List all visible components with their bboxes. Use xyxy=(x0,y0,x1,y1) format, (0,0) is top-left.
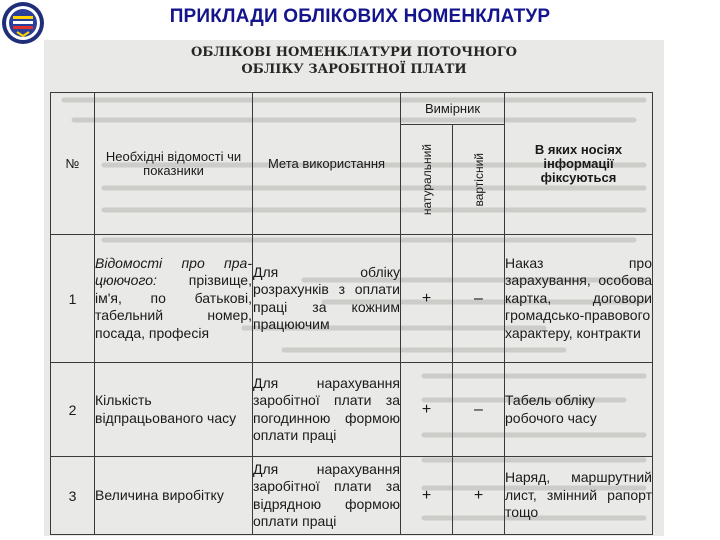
column-header-info: Необхідні відомості чи показники xyxy=(95,93,253,235)
column-header-carriers: В яких носіях інформації фіксуються xyxy=(505,93,653,235)
column-header-natural xyxy=(401,125,453,235)
row-info: Величина виробітку xyxy=(95,457,253,535)
column-header-purpose: Мета використання xyxy=(253,93,401,235)
document-title-line-2: ОБЛІКУ ЗАРОБІТНОЇ ПЛАТИ xyxy=(241,62,467,77)
scanned-document xyxy=(44,40,664,536)
value-label: вартісний xyxy=(471,152,486,207)
row-natural-mark: + xyxy=(401,457,453,535)
row-value-mark: – xyxy=(453,235,505,363)
table-row xyxy=(51,235,653,363)
university-emblem-icon xyxy=(1,1,45,45)
row-purpose: Для нарахування заробітної плати за погодинною формою оплати праці xyxy=(253,363,401,457)
row-natural-mark: + xyxy=(401,363,453,457)
slide-title: ПРИКЛАДИ ОБЛІКОВИХ НОМЕНКЛАТУР xyxy=(169,6,551,27)
row-info: Кількість відпрацьованого часу xyxy=(95,363,253,457)
column-header-number: № xyxy=(51,93,95,235)
row-value-mark: – xyxy=(453,363,505,457)
column-header-meter: Вимірник xyxy=(401,93,505,125)
row-info-italic: Відомості про пра-цюючого: xyxy=(95,254,252,289)
row-natural-mark: + xyxy=(401,235,453,363)
natural-label: натуральний xyxy=(419,143,434,216)
table-row xyxy=(51,457,653,535)
row-info xyxy=(95,235,253,363)
row-number: 3 xyxy=(51,457,95,535)
nomenclature-table xyxy=(50,92,653,535)
table-row xyxy=(51,363,653,457)
row-purpose: Для нарахування заробітної плати за відрядною формою оплати праці xyxy=(253,457,401,535)
row-info-text: прізвище, ім'я, по батькові, табельний номер, посада, професія xyxy=(95,272,252,341)
table-header-row xyxy=(51,93,653,125)
document-title-line-1: ОБЛІКОВІ НОМЕНКЛАТУРИ ПОТОЧНОГО xyxy=(190,45,518,60)
column-header-value xyxy=(453,125,505,235)
row-number: 2 xyxy=(51,363,95,457)
row-value-mark: + xyxy=(453,457,505,535)
row-carriers: Наказ про зарахування, особова картка, договори громадсько-правового характеру, контракти xyxy=(505,235,653,363)
row-carriers: Табель обліку робочого часу xyxy=(505,363,653,457)
document-title xyxy=(44,44,664,78)
row-carriers: Наряд, маршрутний лист, змінний рапорт тощо xyxy=(505,457,653,535)
row-purpose: Для обліку розрахунків з оплати праці за кожним працюючим xyxy=(253,235,401,363)
row-number: 1 xyxy=(51,235,95,363)
